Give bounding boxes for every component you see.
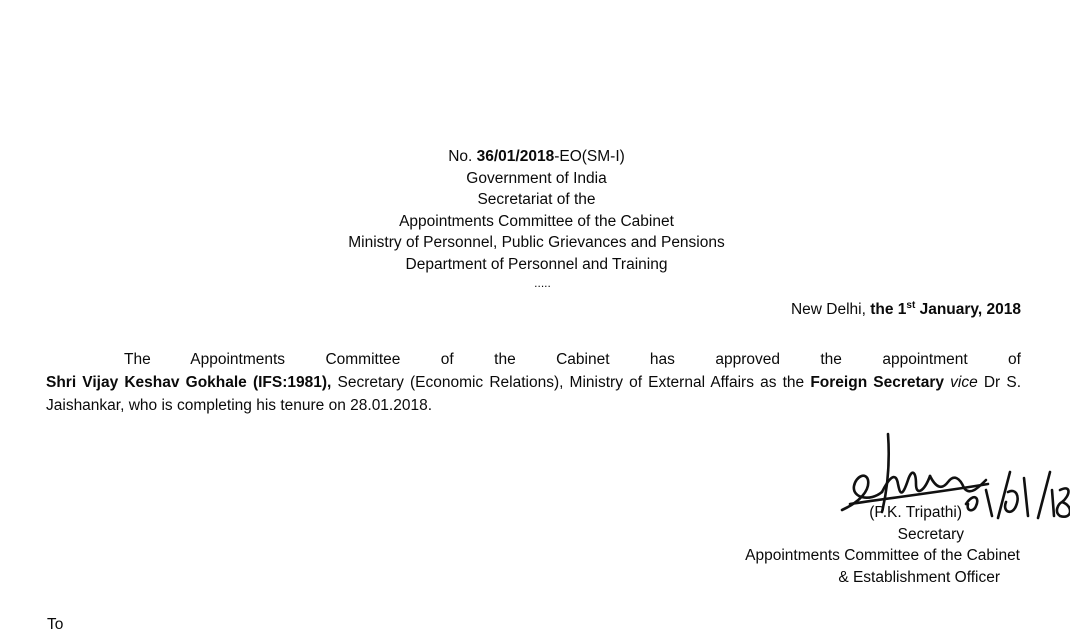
header-line-5: Department of Personnel and Training: [405, 255, 668, 273]
body-continuation: Shri Vijay Keshav Gokhale (IFS:1981), Secretary (Economic Relations), Ministry of External Affairs as the Foreign Secretary vice Dr S. Jaishankar, who is completing his tenure on 28.01.2018.: [46, 374, 1021, 414]
header-line-4: Ministry of Personnel, Public Grievances and Pensions: [348, 234, 725, 252]
signatory-block: [600, 502, 1020, 588]
addressee-label: To: [47, 616, 64, 633]
header-line-2: Secretariat of the: [477, 191, 596, 209]
signatory-name: (P.K. Tripathi): [869, 504, 962, 521]
body-line-1: The Appointments Committee of the Cabinet has approved the appointment of: [124, 351, 1021, 368]
appointee-name: Shri Vijay Keshav Gokhale (IFS:1981),: [46, 374, 332, 391]
issue-date: New Delhi, the 1st January, 2018: [790, 300, 1021, 318]
header-line-3: Appointments Committee of the Cabinet: [399, 212, 674, 230]
signatory-committee: Appointments Committee of the Cabinet: [745, 547, 1020, 564]
signatory-office: & Establishment Officer: [838, 568, 1000, 586]
header-dots: .....: [534, 275, 551, 290]
post-name: Foreign Secretary: [810, 374, 944, 391]
order-number: 36/01/2018: [476, 148, 555, 165]
signatory-designation: Secretary: [897, 525, 964, 543]
document-header: [0, 146, 1073, 290]
order-number-line: No. 36/01/2018-EO(SM-I): [448, 148, 625, 165]
header-line-1: Government of India: [466, 169, 607, 187]
order-body: [46, 348, 1021, 417]
